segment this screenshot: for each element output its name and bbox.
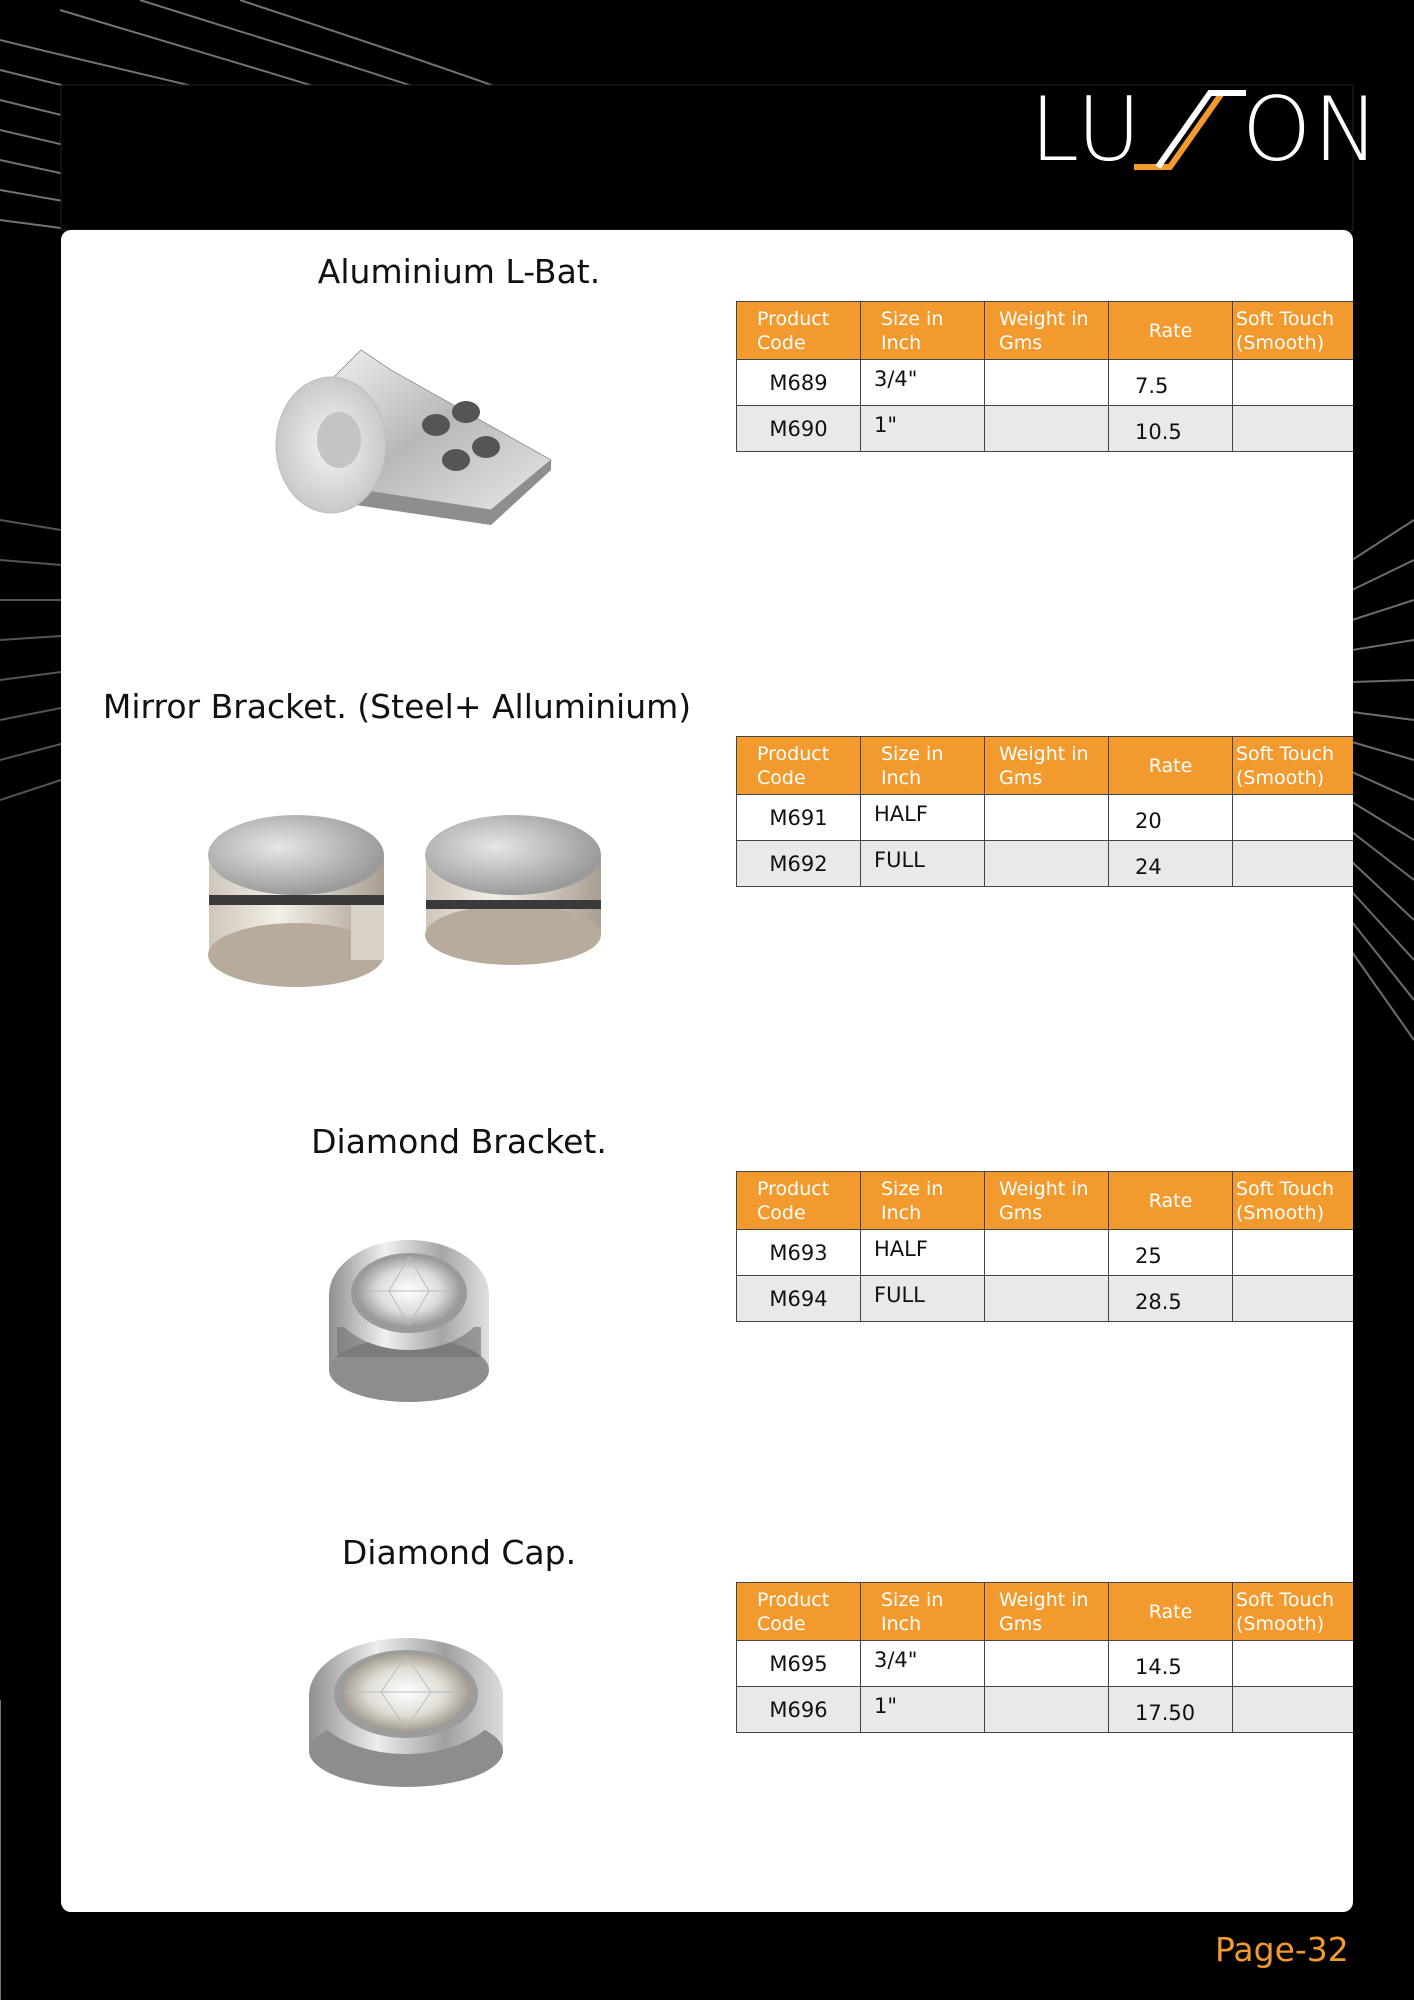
cell-rate: 25 — [1109, 1230, 1233, 1276]
product-title: Diamond Cap. — [341, 1533, 577, 1572]
cell-soft — [1233, 1687, 1354, 1733]
table-header-row — [737, 302, 1354, 360]
cell-size: 1" — [861, 1687, 985, 1733]
table-row — [737, 1276, 1354, 1322]
cell-code: M692 — [737, 841, 861, 887]
mirror-bracket-image — [201, 810, 621, 990]
header-product-code: Product Code — [737, 737, 861, 795]
cell-size: 3/4" — [861, 1641, 985, 1687]
cell-rate: 20 — [1109, 795, 1233, 841]
cell-weight — [985, 1641, 1109, 1687]
spec-table — [736, 736, 1353, 887]
header-rate: Rate — [1109, 302, 1233, 360]
logo-text-on: ON — [1242, 78, 1382, 181]
cell-code: M691 — [737, 795, 861, 841]
table-row — [737, 360, 1354, 406]
header-weight: Weight in Gms — [985, 1583, 1109, 1641]
cell-rate: 14.5 — [1109, 1641, 1233, 1687]
header-size: Size in Inch — [861, 1583, 985, 1641]
header-rate: Rate — [1109, 737, 1233, 795]
cell-weight — [985, 841, 1109, 887]
cell-weight — [985, 406, 1109, 452]
header-size: Size in Inch — [861, 1172, 985, 1230]
cell-code: M694 — [737, 1276, 861, 1322]
header-size: Size in Inch — [861, 302, 985, 360]
table-row — [737, 1641, 1354, 1687]
cell-rate: 17.50 — [1109, 1687, 1233, 1733]
page-number: Page-32 — [1215, 1930, 1349, 1969]
table-row — [737, 1230, 1354, 1276]
cell-weight — [985, 1276, 1109, 1322]
cell-soft — [1233, 841, 1354, 887]
cell-rate: 24 — [1109, 841, 1233, 887]
header-weight: Weight in Gms — [985, 302, 1109, 360]
cell-rate: 10.5 — [1109, 406, 1233, 452]
header-soft-touch: Soft Touch (Smooth) — [1233, 1172, 1354, 1230]
diamond-cap-image — [301, 1626, 511, 1796]
cell-soft — [1233, 1230, 1354, 1276]
header-soft-touch: Soft Touch (Smooth) — [1233, 302, 1354, 360]
product-title: Mirror Bracket. (Steel+ Alluminium) — [102, 687, 692, 726]
header-product-code: Product Code — [737, 1172, 861, 1230]
cell-rate: 7.5 — [1109, 360, 1233, 406]
table-header-row — [737, 1172, 1354, 1230]
cell-code: M696 — [737, 1687, 861, 1733]
cell-size: HALF — [861, 795, 985, 841]
logo-text-lu: LU — [1030, 78, 1144, 181]
header-weight: Weight in Gms — [985, 737, 1109, 795]
cell-code: M693 — [737, 1230, 861, 1276]
cell-soft — [1233, 360, 1354, 406]
spec-table — [736, 301, 1353, 452]
header-rate: Rate — [1109, 1172, 1233, 1230]
cell-weight — [985, 360, 1109, 406]
cell-soft — [1233, 1276, 1354, 1322]
table-header-row — [737, 737, 1354, 795]
header-soft-touch: Soft Touch (Smooth) — [1233, 737, 1354, 795]
cell-soft — [1233, 406, 1354, 452]
product-title: Aluminium L-Bat. — [317, 252, 601, 291]
cell-soft — [1233, 795, 1354, 841]
l-bracket-image — [251, 340, 581, 570]
header-soft-touch: Soft Touch (Smooth) — [1233, 1583, 1354, 1641]
cell-weight — [985, 795, 1109, 841]
header-product-code: Product Code — [737, 1583, 861, 1641]
spec-table — [736, 1171, 1353, 1322]
diamond-bracket-image — [319, 1235, 499, 1415]
table-row — [737, 795, 1354, 841]
table-row — [737, 406, 1354, 452]
logo-x-mark — [1130, 89, 1250, 171]
product-title: Diamond Bracket. — [311, 1122, 607, 1161]
cell-size: FULL — [861, 841, 985, 887]
cell-rate: 28.5 — [1109, 1276, 1233, 1322]
spec-table — [736, 1582, 1353, 1733]
header-weight: Weight in Gms — [985, 1172, 1109, 1230]
content-card — [61, 230, 1353, 1912]
brand-logo — [1030, 78, 1382, 181]
header-size: Size in Inch — [861, 737, 985, 795]
cell-size: 3/4" — [861, 360, 985, 406]
header-product-code: Product Code — [737, 302, 861, 360]
cell-code: M690 — [737, 406, 861, 452]
cell-code: M695 — [737, 1641, 861, 1687]
table-row — [737, 1687, 1354, 1733]
cell-weight — [985, 1230, 1109, 1276]
header-rate: Rate — [1109, 1583, 1233, 1641]
cell-soft — [1233, 1641, 1354, 1687]
cell-weight — [985, 1687, 1109, 1733]
cell-size: HALF — [861, 1230, 985, 1276]
table-header-row — [737, 1583, 1354, 1641]
cell-size: FULL — [861, 1276, 985, 1322]
cell-size: 1" — [861, 406, 985, 452]
cell-code: M689 — [737, 360, 861, 406]
table-row — [737, 841, 1354, 887]
